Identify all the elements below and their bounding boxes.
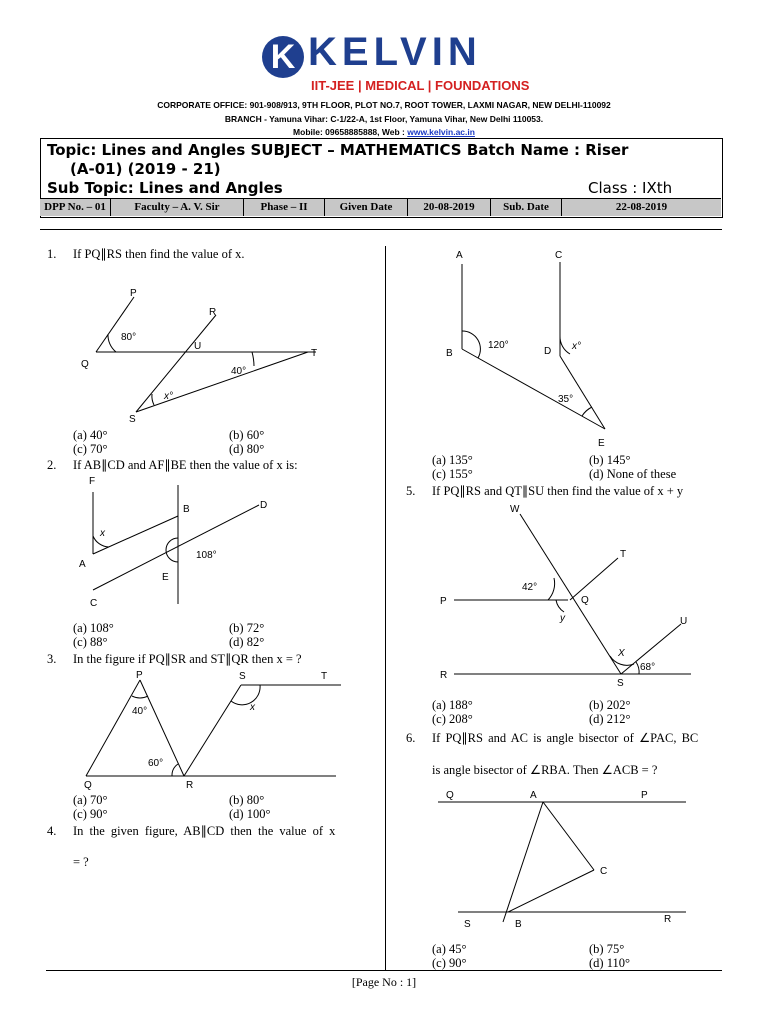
svg-text:y: y (560, 613, 565, 624)
q2-option-a[interactable]: (a) 108° (73, 621, 114, 635)
q6-option-b[interactable]: (b) 75° (589, 942, 625, 956)
column-divider (385, 246, 386, 970)
svg-text:P: P (641, 790, 648, 801)
q6-option-c[interactable]: (c) 90° (432, 956, 467, 970)
q6-figure (438, 782, 693, 942)
svg-text:C: C (555, 250, 563, 261)
svg-text:35°: 35° (558, 394, 574, 405)
q6-text-cont: is angle bisector of ∠RBA. Then ∠ACB = ? (432, 763, 658, 777)
svg-text:E: E (162, 572, 169, 583)
svg-text:U: U (194, 341, 202, 352)
q5-option-d[interactable]: (d) 212° (589, 712, 631, 726)
svg-text:x°: x° (572, 341, 581, 352)
q1-text: If PQ∥RS then find the value of x. (73, 247, 245, 261)
svg-text:120°: 120° (488, 340, 509, 351)
dpp-cell: DPP No. – 01 (40, 199, 111, 216)
q2-text: If AB∥CD and AF∥BE then the value of x is: (73, 458, 298, 472)
q6-option-d[interactable]: (d) 110° (589, 956, 630, 970)
svg-text:F: F (89, 476, 96, 487)
q6-number: 6. (406, 731, 416, 745)
svg-text:A: A (79, 559, 86, 570)
q4-figure (440, 244, 620, 454)
svg-text:D: D (260, 500, 268, 511)
q4-text-cont: = ? (73, 855, 89, 869)
q6-text: If PQ∥RS and AC is angle bisector of ∠PAC, BC (432, 731, 699, 745)
q3-figure (76, 668, 346, 793)
svg-text:D: D (544, 346, 552, 357)
svg-text:x: x (250, 702, 255, 713)
q1-option-a[interactable]: (a) 40° (73, 428, 108, 442)
svg-text:108°: 108° (196, 550, 217, 561)
dpp-cell: Given Date (325, 199, 408, 216)
q5-option-c[interactable]: (c) 208° (432, 712, 473, 726)
q3-option-d[interactable]: (d) 100° (229, 807, 271, 821)
dpp-cell: 20-08-2019 (408, 199, 491, 216)
svg-text:R: R (664, 914, 672, 925)
q4-option-d[interactable]: (d) None of these (589, 467, 677, 481)
dpp-cell: 22-08-2019 (615, 201, 668, 213)
q2-option-d[interactable]: (d) 82° (229, 635, 265, 649)
svg-text:C: C (600, 866, 608, 877)
svg-text:Q: Q (81, 359, 89, 370)
svg-text:X: X (618, 648, 625, 659)
batch-line: (A-01) (2019 - 21) (70, 160, 221, 178)
q5-option-b[interactable]: (b) 202° (589, 698, 631, 712)
q4-option-c[interactable]: (c) 155° (432, 467, 473, 481)
website-link[interactable]: www.kelvin.ac.in (407, 127, 475, 137)
svg-text:T: T (321, 671, 328, 682)
svg-text:C: C (90, 598, 98, 609)
q1-number: 1. (47, 247, 57, 261)
svg-text:40°: 40° (231, 366, 247, 377)
svg-text:T: T (311, 348, 318, 359)
svg-text:x°: x° (164, 391, 173, 402)
svg-text:W: W (510, 504, 520, 515)
svg-text:80°: 80° (121, 332, 137, 343)
svg-text:S: S (239, 671, 246, 682)
svg-text:A: A (456, 250, 463, 261)
q3-number: 3. (47, 652, 57, 666)
header-divider (40, 229, 722, 230)
q2-option-c[interactable]: (c) 88° (73, 635, 108, 649)
class-label: Class : IXth (588, 179, 673, 197)
svg-text:x: x (100, 528, 105, 539)
svg-text:T: T (620, 549, 627, 560)
page-number: [Page No : 1] (351, 975, 417, 989)
svg-text:B: B (515, 919, 522, 930)
svg-text:P: P (130, 288, 137, 299)
svg-text:60°: 60° (148, 758, 164, 769)
q5-number: 5. (406, 484, 416, 498)
svg-text:S: S (617, 678, 624, 689)
q1-option-d[interactable]: (d) 80° (229, 442, 265, 456)
svg-text:Q: Q (581, 595, 589, 606)
q2-number: 2. (47, 458, 57, 472)
corporate-office: CORPORATE OFFICE: 901-908/913, 9TH FLOOR, PLOT NO.7, ROOT TOWER, LAXMI NAGAR, NEW DELHI-110092 (157, 100, 611, 110)
logo-wordmark: KELVIN (308, 30, 482, 74)
branch-address: BRANCH - Yamuna Vihar: C-1/22-A, 1st Floor, Yamuna Vihar, New Delhi 110053. (224, 114, 544, 124)
q3-option-c[interactable]: (c) 90° (73, 807, 108, 821)
q2-figure (76, 472, 296, 612)
q3-option-b[interactable]: (b) 80° (229, 793, 265, 807)
svg-text:E: E (598, 438, 605, 449)
svg-text:B: B (183, 504, 190, 515)
svg-text:R: R (209, 307, 217, 318)
svg-text:40°: 40° (132, 706, 148, 717)
sub-topic: Sub Topic: Lines and Angles (47, 179, 283, 197)
q5-figure (436, 500, 706, 690)
svg-text:A: A (530, 790, 537, 801)
dpp-cell: Phase – II (244, 199, 325, 216)
svg-text:68°: 68° (640, 662, 656, 673)
q2-option-b[interactable]: (b) 72° (229, 621, 265, 635)
logo-tagline: IIT-JEE | MEDICAL | FOUNDATIONS (311, 78, 530, 93)
svg-text:B: B (446, 348, 453, 359)
dpp-info-row (40, 198, 721, 216)
q4-number: 4. (47, 824, 57, 838)
q5-option-a[interactable]: (a) 188° (432, 698, 473, 712)
q5-text: If PQ∥RS and QT∥SU then find the value of x + y (432, 484, 684, 498)
q3-text: In the figure if PQ∥SR and ST∥QR then x = ? (73, 652, 302, 666)
footer-divider (46, 970, 722, 971)
svg-text:R: R (440, 670, 448, 681)
svg-text:S: S (464, 919, 471, 930)
q1-figure (76, 282, 326, 427)
q4-option-b[interactable]: (b) 145° (589, 453, 631, 467)
svg-text:Q: Q (446, 790, 454, 801)
q6-option-a[interactable]: (a) 45° (432, 942, 467, 956)
svg-text:U: U (680, 616, 688, 627)
svg-text:R: R (186, 780, 194, 791)
svg-text:42°: 42° (522, 582, 538, 593)
svg-text:P: P (136, 670, 143, 681)
q4-text: In the given figure, AB∥CD then the value of x (73, 824, 336, 838)
q3-option-a[interactable]: (a) 70° (73, 793, 108, 807)
q1-option-b[interactable]: (b) 60° (229, 428, 265, 442)
topic-line: Topic: Lines and Angles SUBJECT – MATHEMATICS Batch Name : Riser (47, 141, 629, 159)
q1-option-c[interactable]: (c) 70° (73, 442, 108, 456)
svg-text:S: S (129, 414, 136, 425)
q4-option-a[interactable]: (a) 135° (432, 453, 473, 467)
svg-text:Q: Q (84, 780, 92, 791)
dpp-cell: Sub. Date (491, 199, 562, 216)
kelvin-logo-icon: K (262, 36, 304, 78)
dpp-cell: Faculty – A. V. Sir (111, 199, 244, 216)
contact-line: Mobile: 09658885888, Web : www.kelvin.ac.in (293, 127, 475, 137)
svg-text:P: P (440, 596, 447, 607)
